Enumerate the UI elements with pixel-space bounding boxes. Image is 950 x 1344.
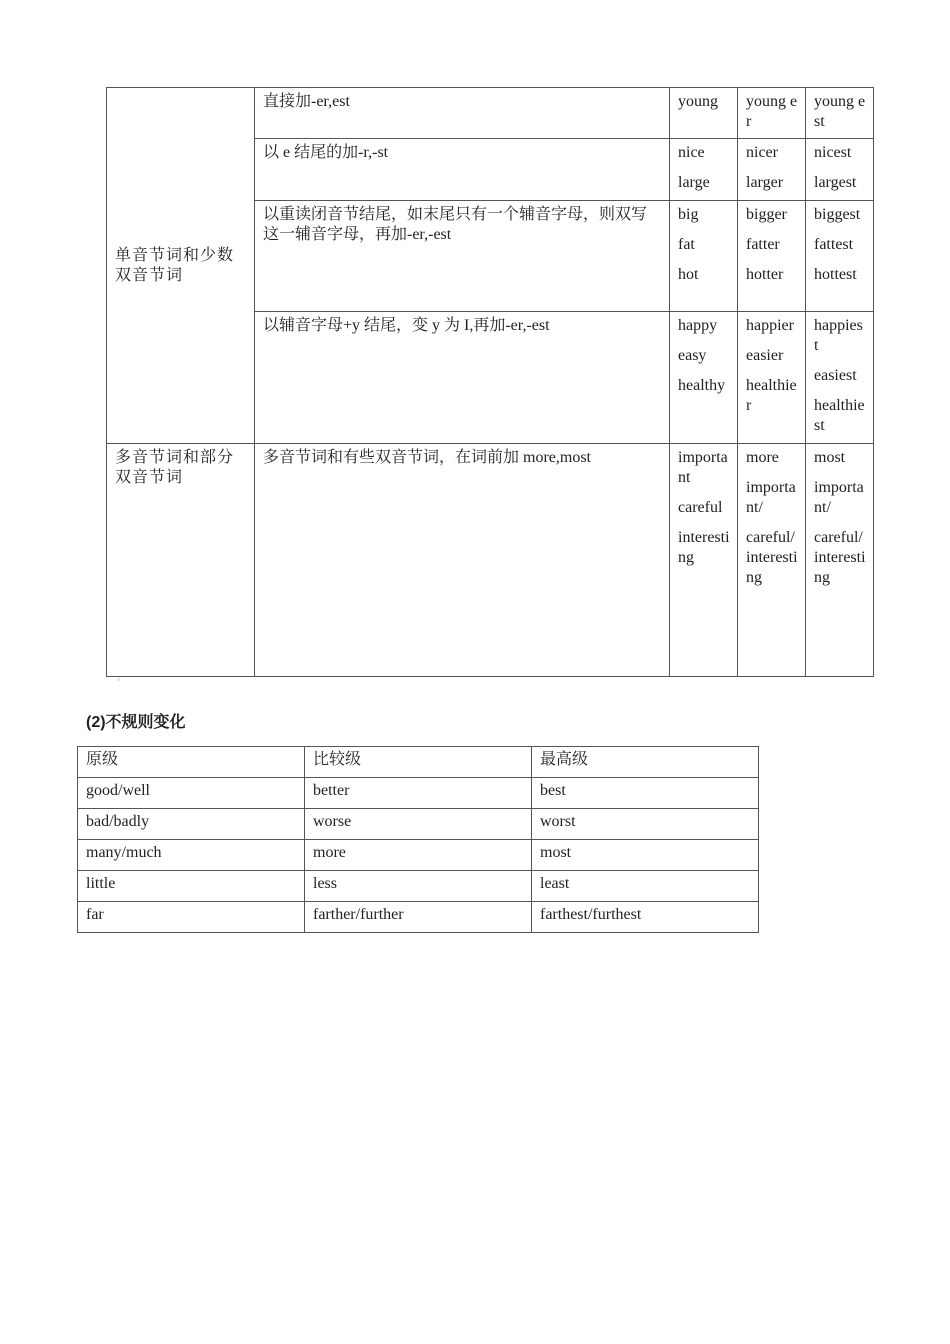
superlative-cell <box>806 312 874 444</box>
column-header: 比较级 <box>305 747 532 778</box>
word: easier <box>746 347 784 364</box>
word: largest <box>814 174 857 191</box>
superlative-cell <box>806 139 874 201</box>
table-cell: least <box>532 871 759 902</box>
rule-cell: 以重读闭音节结尾，如末尾只有一个辅音字母，则双写这一辅音字母，再加-er,-est <box>255 201 670 312</box>
word: young er <box>746 93 798 130</box>
paragraph-mark: ▫ <box>117 675 120 684</box>
word: important/ <box>746 479 796 516</box>
word: careful/ interesting <box>746 529 798 586</box>
word: hotter <box>746 266 784 283</box>
table-row <box>78 871 759 902</box>
word: fat <box>678 236 695 253</box>
irregular-comparison-table <box>77 746 759 933</box>
word: healthiest <box>814 397 865 434</box>
word: hottest <box>814 266 857 283</box>
word: larger <box>746 174 784 191</box>
table-cell: little <box>78 871 305 902</box>
table-row <box>78 778 759 809</box>
table-cell: far <box>78 902 305 933</box>
word: important/ <box>814 479 864 516</box>
column-header: 原级 <box>78 747 305 778</box>
superlative-cell <box>806 444 874 677</box>
word: big <box>678 206 699 223</box>
table-cell: best <box>532 778 759 809</box>
word: nicer <box>746 144 778 161</box>
table-cell: good/well <box>78 778 305 809</box>
word: healthy <box>678 377 726 394</box>
word: young <box>678 93 718 110</box>
word: fatter <box>746 236 780 253</box>
word: more <box>746 449 779 466</box>
rule-cell: 以 e 结尾的加-r,-st <box>255 139 670 201</box>
comparative-cell <box>738 139 806 201</box>
rule-cell: 以辅音字母+y 结尾，变 y 为 I,再加-er,-est <box>255 312 670 444</box>
word: healthier <box>746 377 797 414</box>
word: fattest <box>814 236 854 253</box>
table-cell: better <box>305 778 532 809</box>
word: nice <box>678 144 705 161</box>
word: happier <box>746 317 794 334</box>
table-cell: bad/badly <box>78 809 305 840</box>
word: interesting <box>678 529 730 566</box>
table-cell: farthest/furthest <box>532 902 759 933</box>
superlative-cell <box>806 201 874 312</box>
word: happy <box>678 317 718 334</box>
table-cell: more <box>305 840 532 871</box>
word: easy <box>678 347 707 364</box>
word: important <box>678 449 728 486</box>
word: large <box>678 174 710 191</box>
word: easiest <box>814 367 857 384</box>
table-cell: many/much <box>78 840 305 871</box>
rule-cell: 直接加-er,est <box>255 88 670 139</box>
word: most <box>814 449 846 466</box>
word: young est <box>814 93 866 130</box>
positive-cell <box>670 444 738 677</box>
comparative-cell <box>738 444 806 677</box>
section-heading: (2)不规则变化 <box>86 714 186 731</box>
word: biggest <box>814 206 861 223</box>
word: careful <box>678 499 723 516</box>
table-row <box>78 840 759 871</box>
table-cell: worse <box>305 809 532 840</box>
positive-cell <box>670 312 738 444</box>
positive-cell <box>670 201 738 312</box>
rule-cell: 多音节词和有些双音节词，在词前加 more,most <box>255 444 670 677</box>
column-header: 最高级 <box>532 747 759 778</box>
table-row <box>78 809 759 840</box>
table-row <box>107 444 874 677</box>
table-row <box>107 88 874 139</box>
word: hot <box>678 266 699 283</box>
table-row <box>78 902 759 933</box>
word: happiest <box>814 317 863 354</box>
word: bigger <box>746 206 787 223</box>
comparative-cell <box>738 88 806 139</box>
positive-cell <box>670 139 738 201</box>
category-cell-single-syllable: 单音节词和少数双音节词 <box>107 88 255 444</box>
positive-cell <box>670 88 738 139</box>
comparative-cell <box>738 312 806 444</box>
word: careful/ interesting <box>814 529 866 586</box>
table-cell: most <box>532 840 759 871</box>
table-cell: less <box>305 871 532 902</box>
table-cell: farther/further <box>305 902 532 933</box>
superlative-cell <box>806 88 874 139</box>
word: nicest <box>814 144 852 161</box>
category-cell-multi-syllable: 多音节词和部分双音节词 <box>107 444 255 677</box>
table-header-row <box>78 747 759 778</box>
comparative-cell <box>738 201 806 312</box>
table-cell: worst <box>532 809 759 840</box>
regular-comparison-table <box>106 87 874 677</box>
